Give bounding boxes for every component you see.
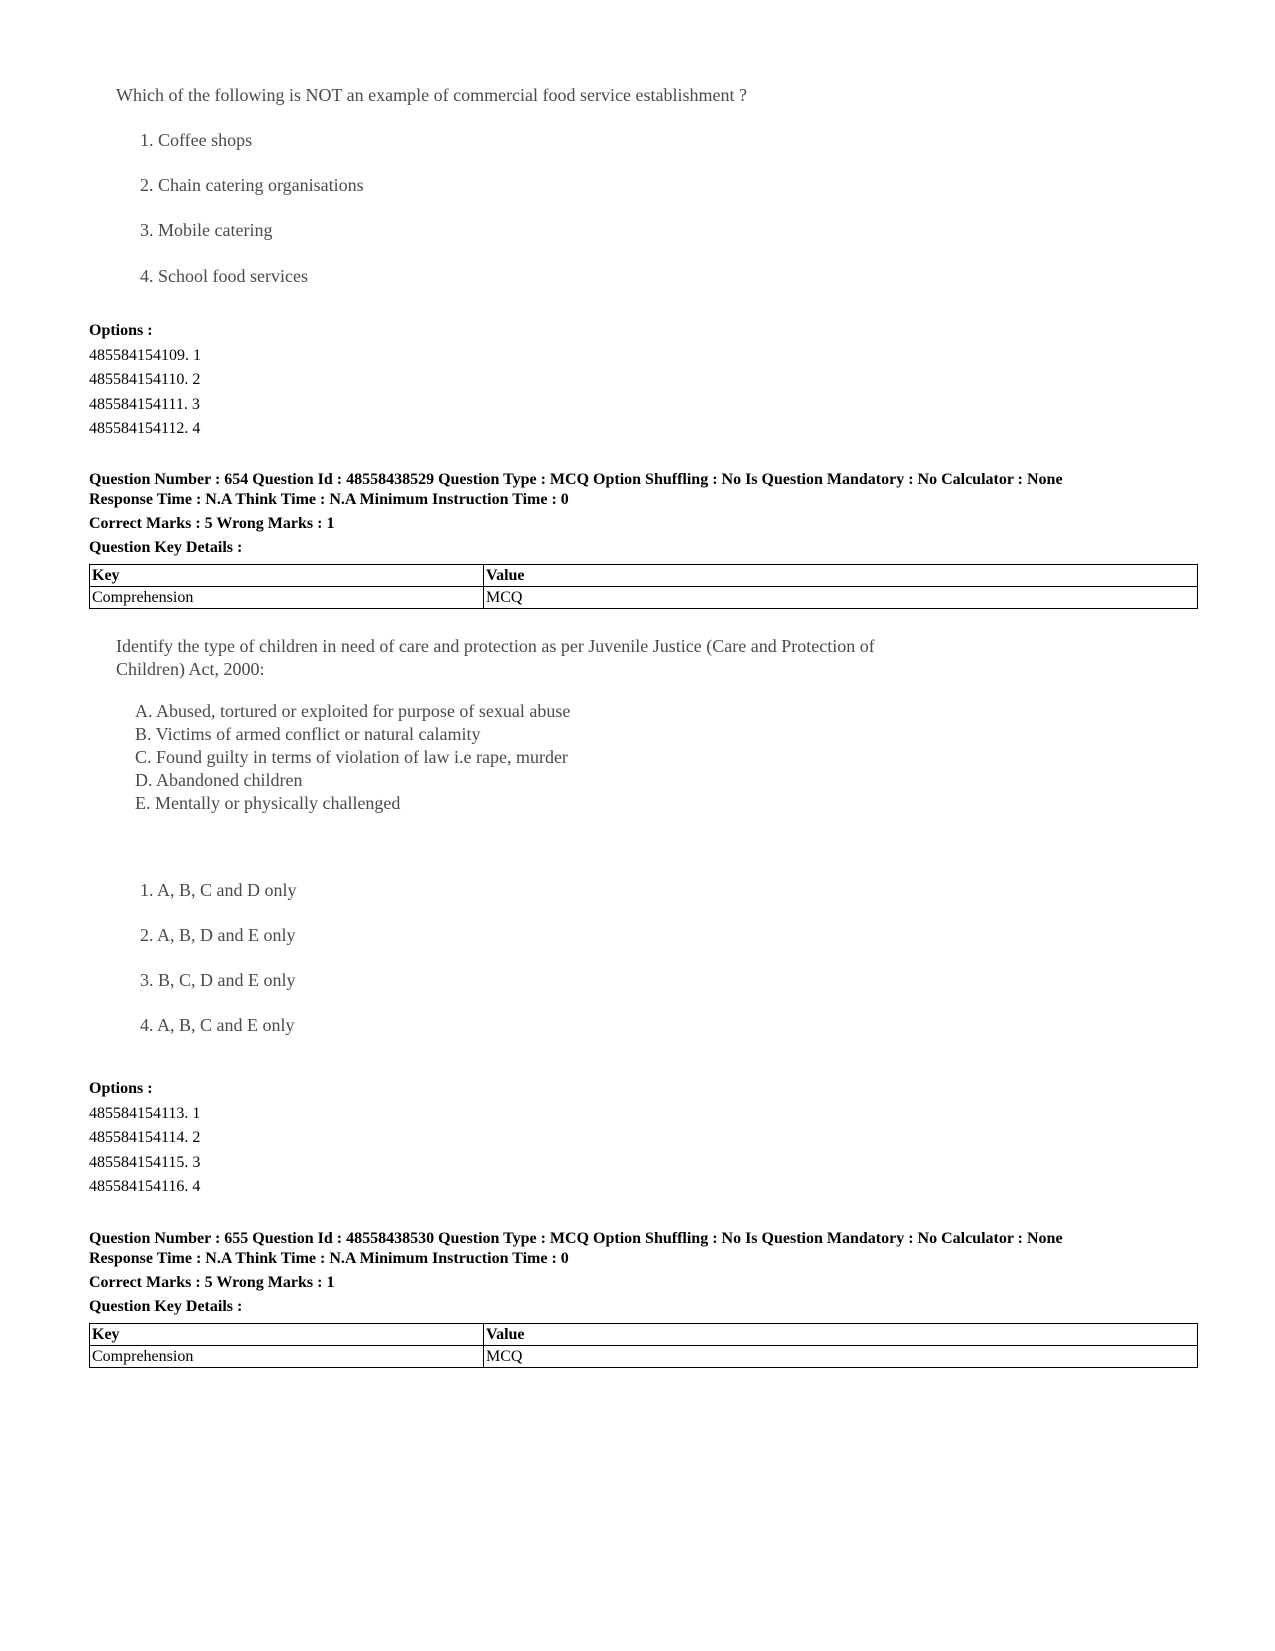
marks-line: Correct Marks : 5 Wrong Marks : 1 [89,515,335,532]
table-row [90,587,1198,609]
choice-3: 3. Mobile catering [140,220,273,240]
marks-line: Correct Marks : 5 Wrong Marks : 1 [89,1274,335,1291]
choice-2: 2. A, B, D and E only [140,925,296,945]
choice-2: 2. Chain catering organisations [140,175,364,195]
table-row [90,1346,1198,1368]
statement-e: E. Mentally or physically challenged [135,793,401,813]
meta-line-2: Response Time : N.A Think Time : N.A Minimum Instruction Time : 0 [89,1250,569,1267]
choice-1: 1. Coffee shops [140,130,253,150]
meta-line-1: Question Number : 654 Question Id : 48558438529 Question Type : MCQ Option Shuffling : No Is Question Mandatory : No Calculator : None [89,471,1063,488]
option-item: 485584154110. 2 [89,371,201,388]
statement-d: D. Abandoned children [135,770,303,790]
option-item: 485584154111. 3 [89,395,200,413]
choice-4: 4. School food services [140,266,308,286]
table-header-row [90,565,1198,587]
meta-line-1: Question Number : 655 Question Id : 48558438530 Question Type : MCQ Option Shuffling : No Is Question Mandatory : No Calculator : None [89,1230,1063,1247]
key-details-table-654 [89,564,1198,609]
choice-3: 3. B, C, D and E only [140,970,296,990]
value-header: Value [484,565,1198,587]
value-cell: MCQ [484,587,1198,609]
option-item: 485584154115. 3 [89,1153,201,1171]
question-text-line-2: Children) Act, 2000: [116,659,265,679]
options-block-653 [89,319,201,442]
options-label: Options : [89,322,153,339]
option-item: 485584154114. 2 [89,1129,201,1146]
key-header: Key [90,1324,484,1346]
key-cell: Comprehension [90,587,484,609]
value-cell: MCQ [484,1346,1198,1368]
statement-a: A. Abused, tortured or exploited for purpose of sexual abuse [135,701,571,721]
choice-4: 4. A, B, C and E only [140,1015,295,1035]
key-details-label: Question Key Details : [89,539,243,556]
question-text-line-1: Identify the type of children in need of care and protection as per Juvenile Justice (Care and Protection of [116,636,875,656]
option-item: 485584154116. 4 [89,1178,201,1195]
options-label: Options : [89,1080,153,1097]
option-item: 485584154113. 1 [89,1104,201,1122]
meta-line-2: Response Time : N.A Think Time : N.A Minimum Instruction Time : 0 [89,491,569,508]
option-item: 485584154109. 1 [89,346,201,364]
question-image-654 [0,630,1275,1050]
table-header-row [90,1324,1198,1346]
key-header: Key [90,565,484,587]
question-text: Which of the following is NOT an example of commercial food service establishment ? [116,85,747,105]
options-block-654 [89,1077,200,1200]
statement-b: B. Victims of armed conflict or natural calamity [135,724,481,744]
question-meta-655 [89,1229,1199,1317]
value-header: Value [484,1324,1198,1346]
question-image-653 [0,0,1275,300]
option-item: 485584154112. 4 [89,420,201,437]
key-cell: Comprehension [90,1346,484,1368]
choice-1: 1. A, B, C and D only [140,880,297,900]
statement-c: C. Found guilty in terms of violation of law i.e rape, murder [135,747,568,767]
key-details-table-655 [89,1323,1198,1368]
key-details-label: Question Key Details : [89,1298,243,1315]
question-meta-654 [89,470,1199,558]
